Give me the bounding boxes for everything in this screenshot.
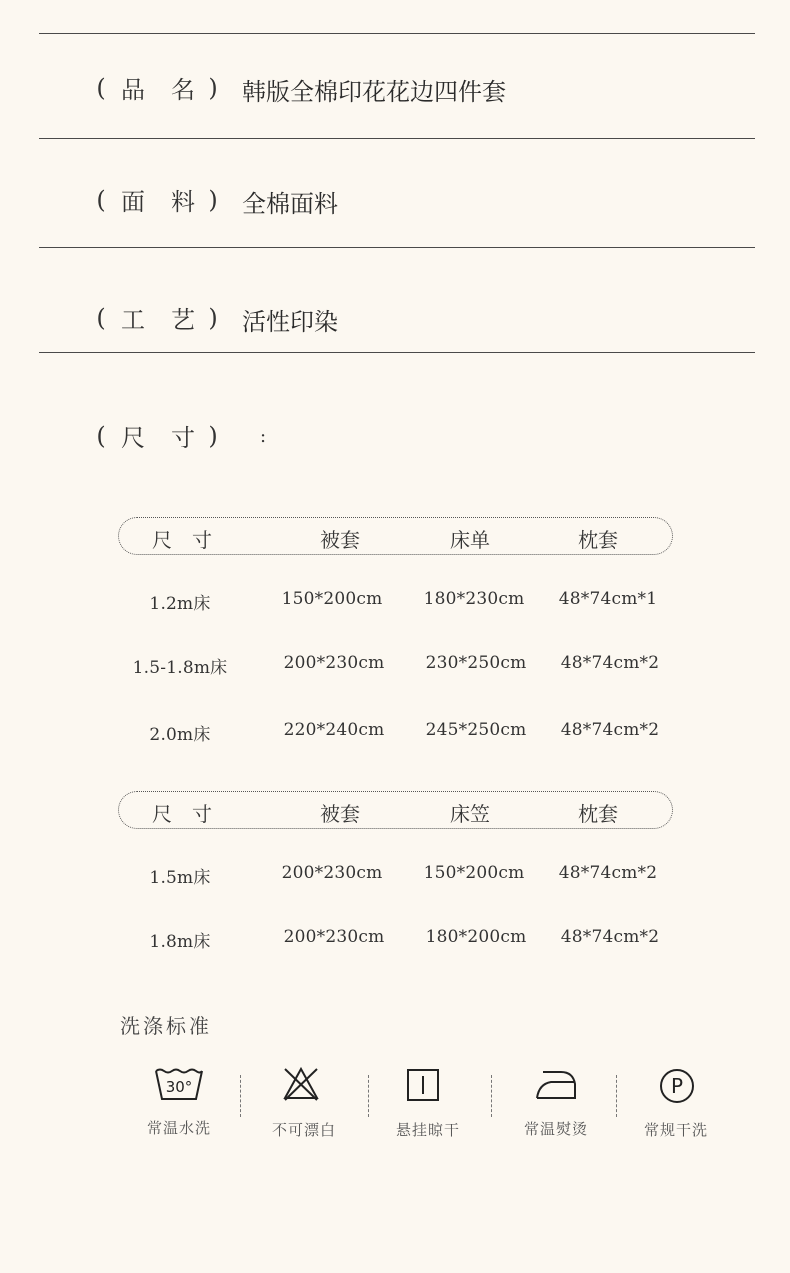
table-cell: 1.2m床: [149, 594, 211, 614]
table-cell: 48*74cm*2: [560, 720, 660, 740]
table-cell: 150*200cm: [423, 863, 525, 883]
table-cell: 200*230cm: [283, 927, 385, 947]
dry-clean-p-icon: [658, 1067, 696, 1105]
wash-label: 悬挂晾干: [395, 1121, 461, 1139]
table2-header-pillowcase: 枕套: [578, 802, 618, 826]
table-cell: 1.5-1.8m床: [132, 658, 228, 678]
table-cell: 48*74cm*2: [558, 863, 658, 883]
size-colon: :: [260, 426, 267, 447]
wash-30-icon: [154, 1067, 204, 1103]
table-cell: 200*230cm: [281, 863, 383, 883]
paren-open: (: [96, 73, 106, 102]
spec-label-fabric: [92, 182, 222, 217]
separator: [491, 1075, 492, 1117]
table2-header-fitted-sheet: 床笠: [450, 802, 490, 826]
wash-label: 不可漂白: [271, 1121, 337, 1139]
paren-close: ): [208, 421, 218, 450]
wash-label: 常温熨烫: [523, 1120, 589, 1138]
wash-temp: 30°: [165, 1078, 193, 1096]
table-cell: 48*74cm*1: [558, 589, 658, 609]
iron-icon: [533, 1068, 579, 1102]
table1-header-duvet: 被套: [320, 528, 360, 552]
paren-open: (: [96, 303, 106, 332]
spec-label-size: [92, 418, 222, 453]
dry-clean-letter: P: [670, 1074, 684, 1098]
spec-label-name: [92, 70, 222, 105]
table-cell: 180*230cm: [423, 589, 525, 609]
wash-label: 常温水洗: [146, 1119, 212, 1137]
label-char: 面: [121, 188, 145, 216]
no-bleach-icon: [282, 1066, 320, 1102]
label-char: 艺: [171, 306, 195, 334]
table1-header-sheet: 床单: [450, 528, 490, 552]
label-char: 尺: [121, 424, 145, 452]
paren-open: (: [96, 185, 106, 214]
divider-top: [39, 33, 755, 34]
separator: [616, 1075, 617, 1117]
table-cell: 230*250cm: [425, 653, 527, 673]
table-cell: 2.0m床: [149, 725, 211, 745]
table-cell: 150*200cm: [281, 589, 383, 609]
paren-close: ): [208, 73, 218, 102]
divider-2: [39, 247, 755, 248]
wash-title: 洗涤标准: [120, 1014, 212, 1038]
table2-header-duvet: 被套: [320, 802, 360, 826]
table-cell: 1.5m床: [149, 868, 211, 888]
hang-dry-icon: [406, 1068, 440, 1102]
wash-label: 常规干洗: [643, 1121, 709, 1139]
separator: [240, 1075, 241, 1117]
label-char: 寸: [171, 424, 195, 452]
paren-close: ): [208, 185, 218, 214]
paren-close: ): [208, 303, 218, 332]
table-cell: 48*74cm*2: [560, 927, 660, 947]
label-char: 品: [121, 76, 145, 104]
table-cell: 220*240cm: [283, 720, 385, 740]
table1-header-pillowcase: 枕套: [578, 528, 618, 552]
table-cell: 200*230cm: [283, 653, 385, 673]
table-cell: 180*200cm: [425, 927, 527, 947]
spec-value-name: 韩版全棉印花花边四件套: [242, 78, 506, 106]
spec-value-craft: 活性印染: [242, 308, 338, 336]
separator: [368, 1075, 369, 1117]
table-cell: 48*74cm*2: [560, 653, 660, 673]
table-cell: 245*250cm: [425, 720, 527, 740]
paren-open: (: [96, 421, 106, 450]
label-char: 料: [171, 188, 195, 216]
table1-header-size: 尺 寸: [152, 528, 212, 552]
spec-label-craft: [92, 300, 222, 335]
divider-3: [39, 352, 755, 353]
table2-header-size: 尺 寸: [152, 802, 212, 826]
divider-1: [39, 138, 755, 139]
label-char: 工: [121, 306, 145, 334]
table-cell: 1.8m床: [149, 932, 211, 952]
spec-value-fabric: 全棉面料: [242, 190, 338, 218]
label-char: 名: [171, 76, 195, 104]
